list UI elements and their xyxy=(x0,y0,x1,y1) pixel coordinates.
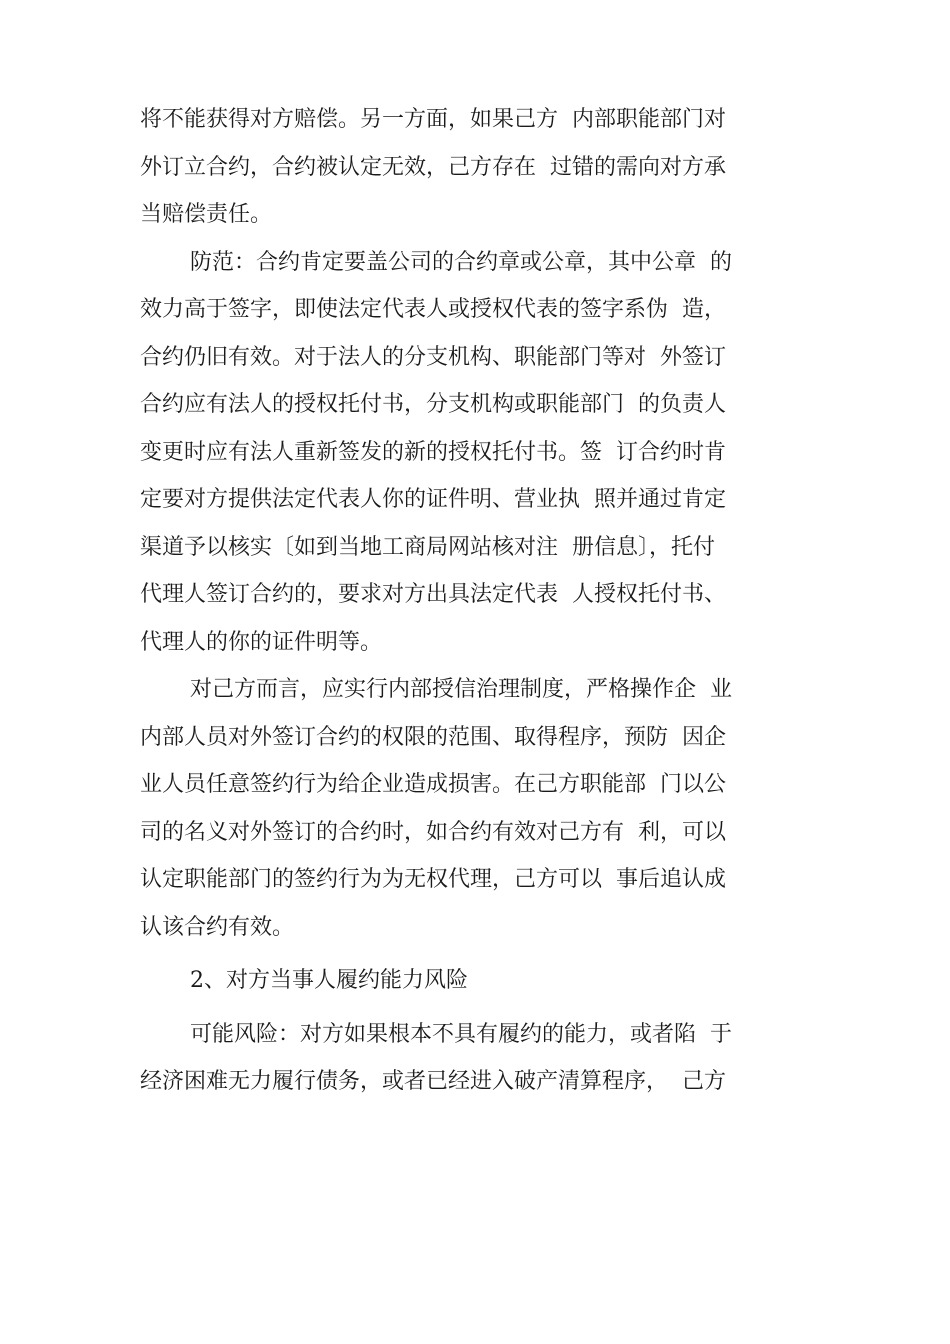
paragraph-1 xyxy=(140,96,820,239)
text-line: 经济困难无力履行债务，或者已经进入破产清算程序， 己方 xyxy=(140,1069,726,1094)
paragraph-2 xyxy=(140,239,820,667)
text-line: 认该合约有效。 xyxy=(140,914,295,940)
text-line: 效力高于签字，即使法定代表人或授权代表的签字系伪 造， xyxy=(140,297,726,322)
text-line: 可能风险：对方如果根本不具有履约的能力，或者陷 于 xyxy=(190,1021,732,1047)
text-line: 代理人签订合约的，要求对方出具法定代表 人授权托付书、 xyxy=(140,582,726,607)
text-line: 外订立合约，合约被认定无效，己方存在 过错的需向对方承 xyxy=(140,154,726,180)
paragraph-3 xyxy=(140,666,820,951)
text-line: 代理人的你的证件明等。 xyxy=(140,629,383,655)
text-line: 合约应有法人的授权托付书，分支机构或职能部门 的负责人 xyxy=(140,392,726,417)
text-line: 内部人员对外签订合约的权限的范围、取得程序，预防 因企 xyxy=(140,724,726,750)
text-line: 司的名义对外签订的合约时，如合约有效对己方有 利，可以 xyxy=(140,819,726,845)
text-line: 合约仍旧有效。对于法人的分支机构、职能部门等对 外签订 xyxy=(140,344,726,370)
text-line: 防范：合约肯定要盖公司的合约章或公章，其中公章 的 xyxy=(190,249,732,275)
text-line: 定要对方提供法定代表人你的证件明、营业执 照并通过肯定 xyxy=(140,487,726,512)
paragraph-5 xyxy=(140,1011,820,1106)
text-line: 渠道予以核实〔如到当地工商局网站核对注 册信息〕，托付 xyxy=(140,534,715,560)
text-line: 当赔偿责任。 xyxy=(140,202,273,227)
section-heading-2 xyxy=(140,957,820,1005)
text-line: 业人员任意签约行为给企业造成损害。在己方职能部 门以公 xyxy=(140,772,726,797)
text-line: 将不能获得对方赔偿。另一方面，如果己方 内部职能部门对 xyxy=(140,107,726,132)
text-line: 变更时应有法人重新签发的新的授权托付书。签 订合约时肯 xyxy=(140,439,726,465)
section-heading: 2、对方当事人履约能力风险 xyxy=(190,968,468,993)
text-line: 对己方而言，应实行内部授信治理制度，严格操作企 业 xyxy=(190,677,732,702)
text-line: 认定职能部门的签约行为为无权代理，己方可以 事后追认成 xyxy=(140,867,726,892)
document-body xyxy=(140,96,820,1106)
